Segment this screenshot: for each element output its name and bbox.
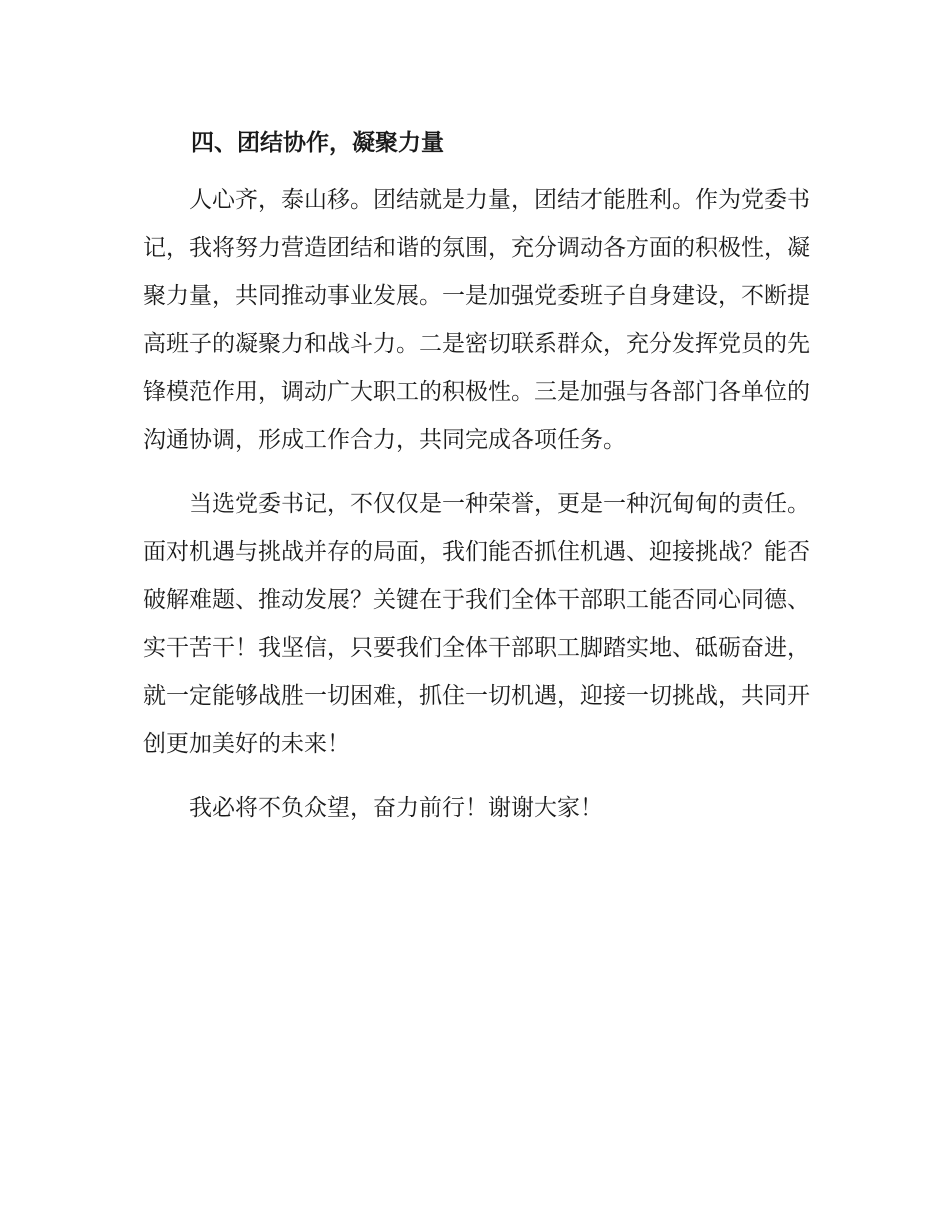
document-page bbox=[143, 120, 810, 848]
section-heading: 四、团结协作，凝聚力量 bbox=[191, 130, 444, 156]
body-paragraph-closing: 我必将不负众望，奋力前行！谢谢大家！ bbox=[189, 795, 603, 821]
body-paragraph-responsibility: 当选党委书记，不仅仅是一种荣誉，更是一种沉甸甸的责任。面对机遇与挑战并存的局面，我们能否抓住机遇、迎接挑战？能否破解难题、推动发展？关键在于我们全体干部职工能否同心同德、实干苦干！我坚信，只要我们全体干部职工脚踏实地、砥砺奋进，就一定能够战胜一切困难，抓住一切机遇，迎接一切挑战，共同开创更加美好的未来！ bbox=[143, 491, 810, 757]
body-paragraph-unity: 人心齐，泰山移。团结就是力量，团结才能胜利。作为党委书记，我将努力营造团结和谐的氛围，充分调动各方面的积极性，凝聚力量，共同推动事业发展。一是加强党委班子自身建设，不断提高班子的凝聚力和战斗力。二是密切联系群众，充分发挥党员的先锋模范作用，调动广大职工的积极性。三是加强与各部门各单位的沟通协调，形成工作合力，共同完成各项任务。 bbox=[143, 187, 810, 453]
